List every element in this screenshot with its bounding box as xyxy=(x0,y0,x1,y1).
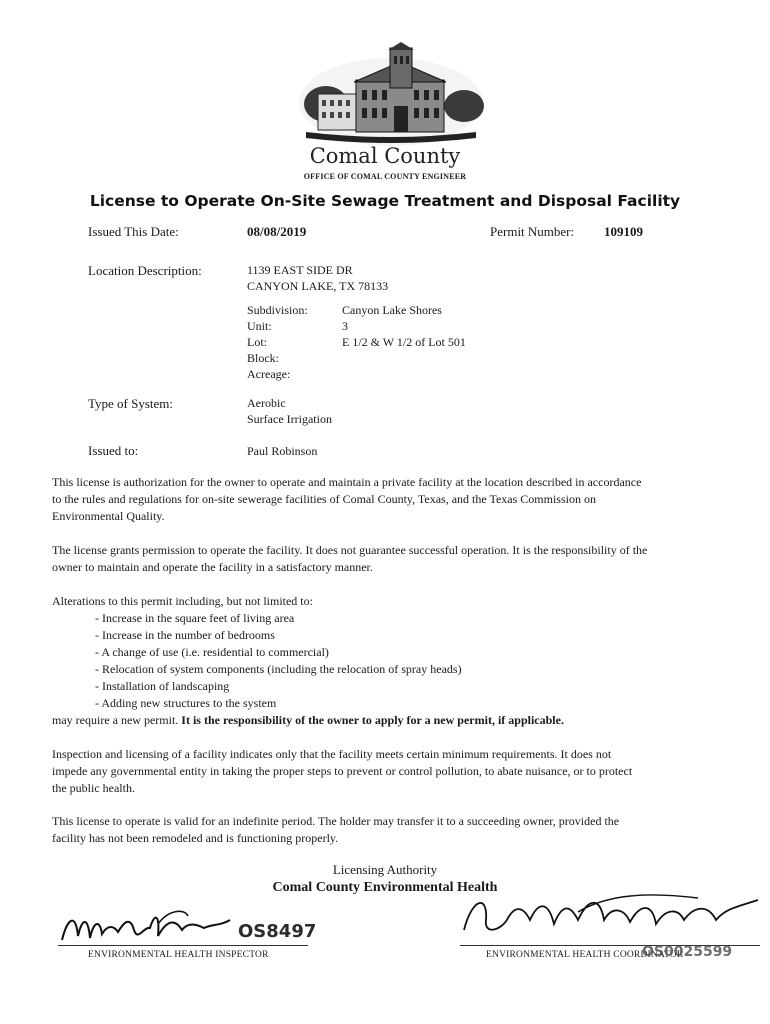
list-item: - Increase in the number of bedrooms xyxy=(95,627,462,644)
coordinator-caption: ENVIRONMENTAL HEALTH COORDINATOR xyxy=(486,950,684,960)
inspector-caption: ENVIRONMENTAL HEALTH INSPECTOR xyxy=(88,950,269,960)
unit-label: Unit: xyxy=(247,319,272,333)
issued-to-value: Paul Robinson xyxy=(247,444,318,458)
inspector-signature-icon xyxy=(58,906,238,950)
location-label: Location Description: xyxy=(88,263,202,278)
paragraph-permission: The license grants permission to operate the facility. It does not guarantee successful operation. It is the responsibility of the owner to maintain and operate the facility in a satisfactory manner. xyxy=(52,543,648,574)
office-name: OFFICE OF COMAL COUNTY ENGINEER xyxy=(303,172,467,181)
lot-value: E 1/2 & W 1/2 of Lot 501 xyxy=(342,335,466,349)
lot-label: Lot: xyxy=(247,335,267,349)
courthouse-seal-icon xyxy=(296,42,486,150)
issued-date-label: Issued This Date: xyxy=(88,224,179,239)
block-label: Block: xyxy=(247,351,279,365)
paragraph-validity: This license to operate is valid for an indefinite period. The holder may transfer it to a succeeding owner, provided the facility has not been remodeled and is functioning properly. xyxy=(52,814,620,845)
list-item: - A change of use (i.e. residential to commercial) xyxy=(95,644,462,661)
system-type-line1: Aerobic xyxy=(247,396,286,410)
permit-number-label: Permit Number: xyxy=(490,224,575,239)
unit-value: 3 xyxy=(342,319,348,333)
alterations-intro: Alterations to this permit including, but not limited to: xyxy=(52,594,313,608)
list-item: - Relocation of system components (including the relocation of spray heads) xyxy=(95,661,462,678)
system-type-label: Type of System: xyxy=(88,396,174,411)
subdivision-value: Canyon Lake Shores xyxy=(342,303,442,317)
inspector-signature-line xyxy=(58,945,308,946)
owner-responsibility-note: It is the responsibility of the owner to apply for a new permit, if applicable. xyxy=(181,713,564,727)
system-type-line2: Surface Irrigation xyxy=(247,412,332,426)
paragraph-inspection: Inspection and licensing of a facility indicates only that the facility meets certain minimum requirements. It does not impede any governmental entity in taking the proper steps to prevent or control pollution, to abate nuisance, or to protect the public health. xyxy=(52,747,633,795)
issued-date-value: 08/08/2019 xyxy=(247,224,307,239)
address-line1: 1139 EAST SIDE DR xyxy=(247,263,353,277)
licensing-authority-label: Licensing Authority xyxy=(332,862,438,877)
subdivision-label: Subdivision: xyxy=(247,303,308,317)
county-name: Comal County xyxy=(309,144,461,168)
acreage-label: Acreage: xyxy=(247,367,291,381)
address-line2: CANYON LAKE, TX 78133 xyxy=(247,279,389,293)
alterations-outro-text: may require a new permit. xyxy=(52,713,179,727)
list-item: - Increase in the square feet of living area xyxy=(95,610,462,627)
document-title: License to Operate On-Site Sewage Treatment and Disposal Facility xyxy=(89,192,681,210)
coordinator-signature-icon xyxy=(458,890,763,946)
paragraph-authorization: This license is authorization for the owner to operate and maintain a private facility at the location described in accordance to the rules and regulations for on-site sewerage facilities of Comal County, Texas, and the Texas Commission on Environmental Quality. xyxy=(52,475,642,523)
list-item: - Installation of landscaping xyxy=(95,678,462,695)
licensing-authority-org: Comal County Environmental Health xyxy=(272,880,498,895)
inspector-license-stamp: OS8497 xyxy=(238,921,317,942)
permit-number-value: 109109 xyxy=(604,224,643,239)
alterations-outro xyxy=(52,712,732,729)
alterations-list xyxy=(95,610,462,712)
issued-to-label: Issued to: xyxy=(88,443,139,458)
list-item: - Adding new structures to the system xyxy=(95,695,462,712)
coordinator-license-stamp: OS0025599 xyxy=(642,944,733,960)
